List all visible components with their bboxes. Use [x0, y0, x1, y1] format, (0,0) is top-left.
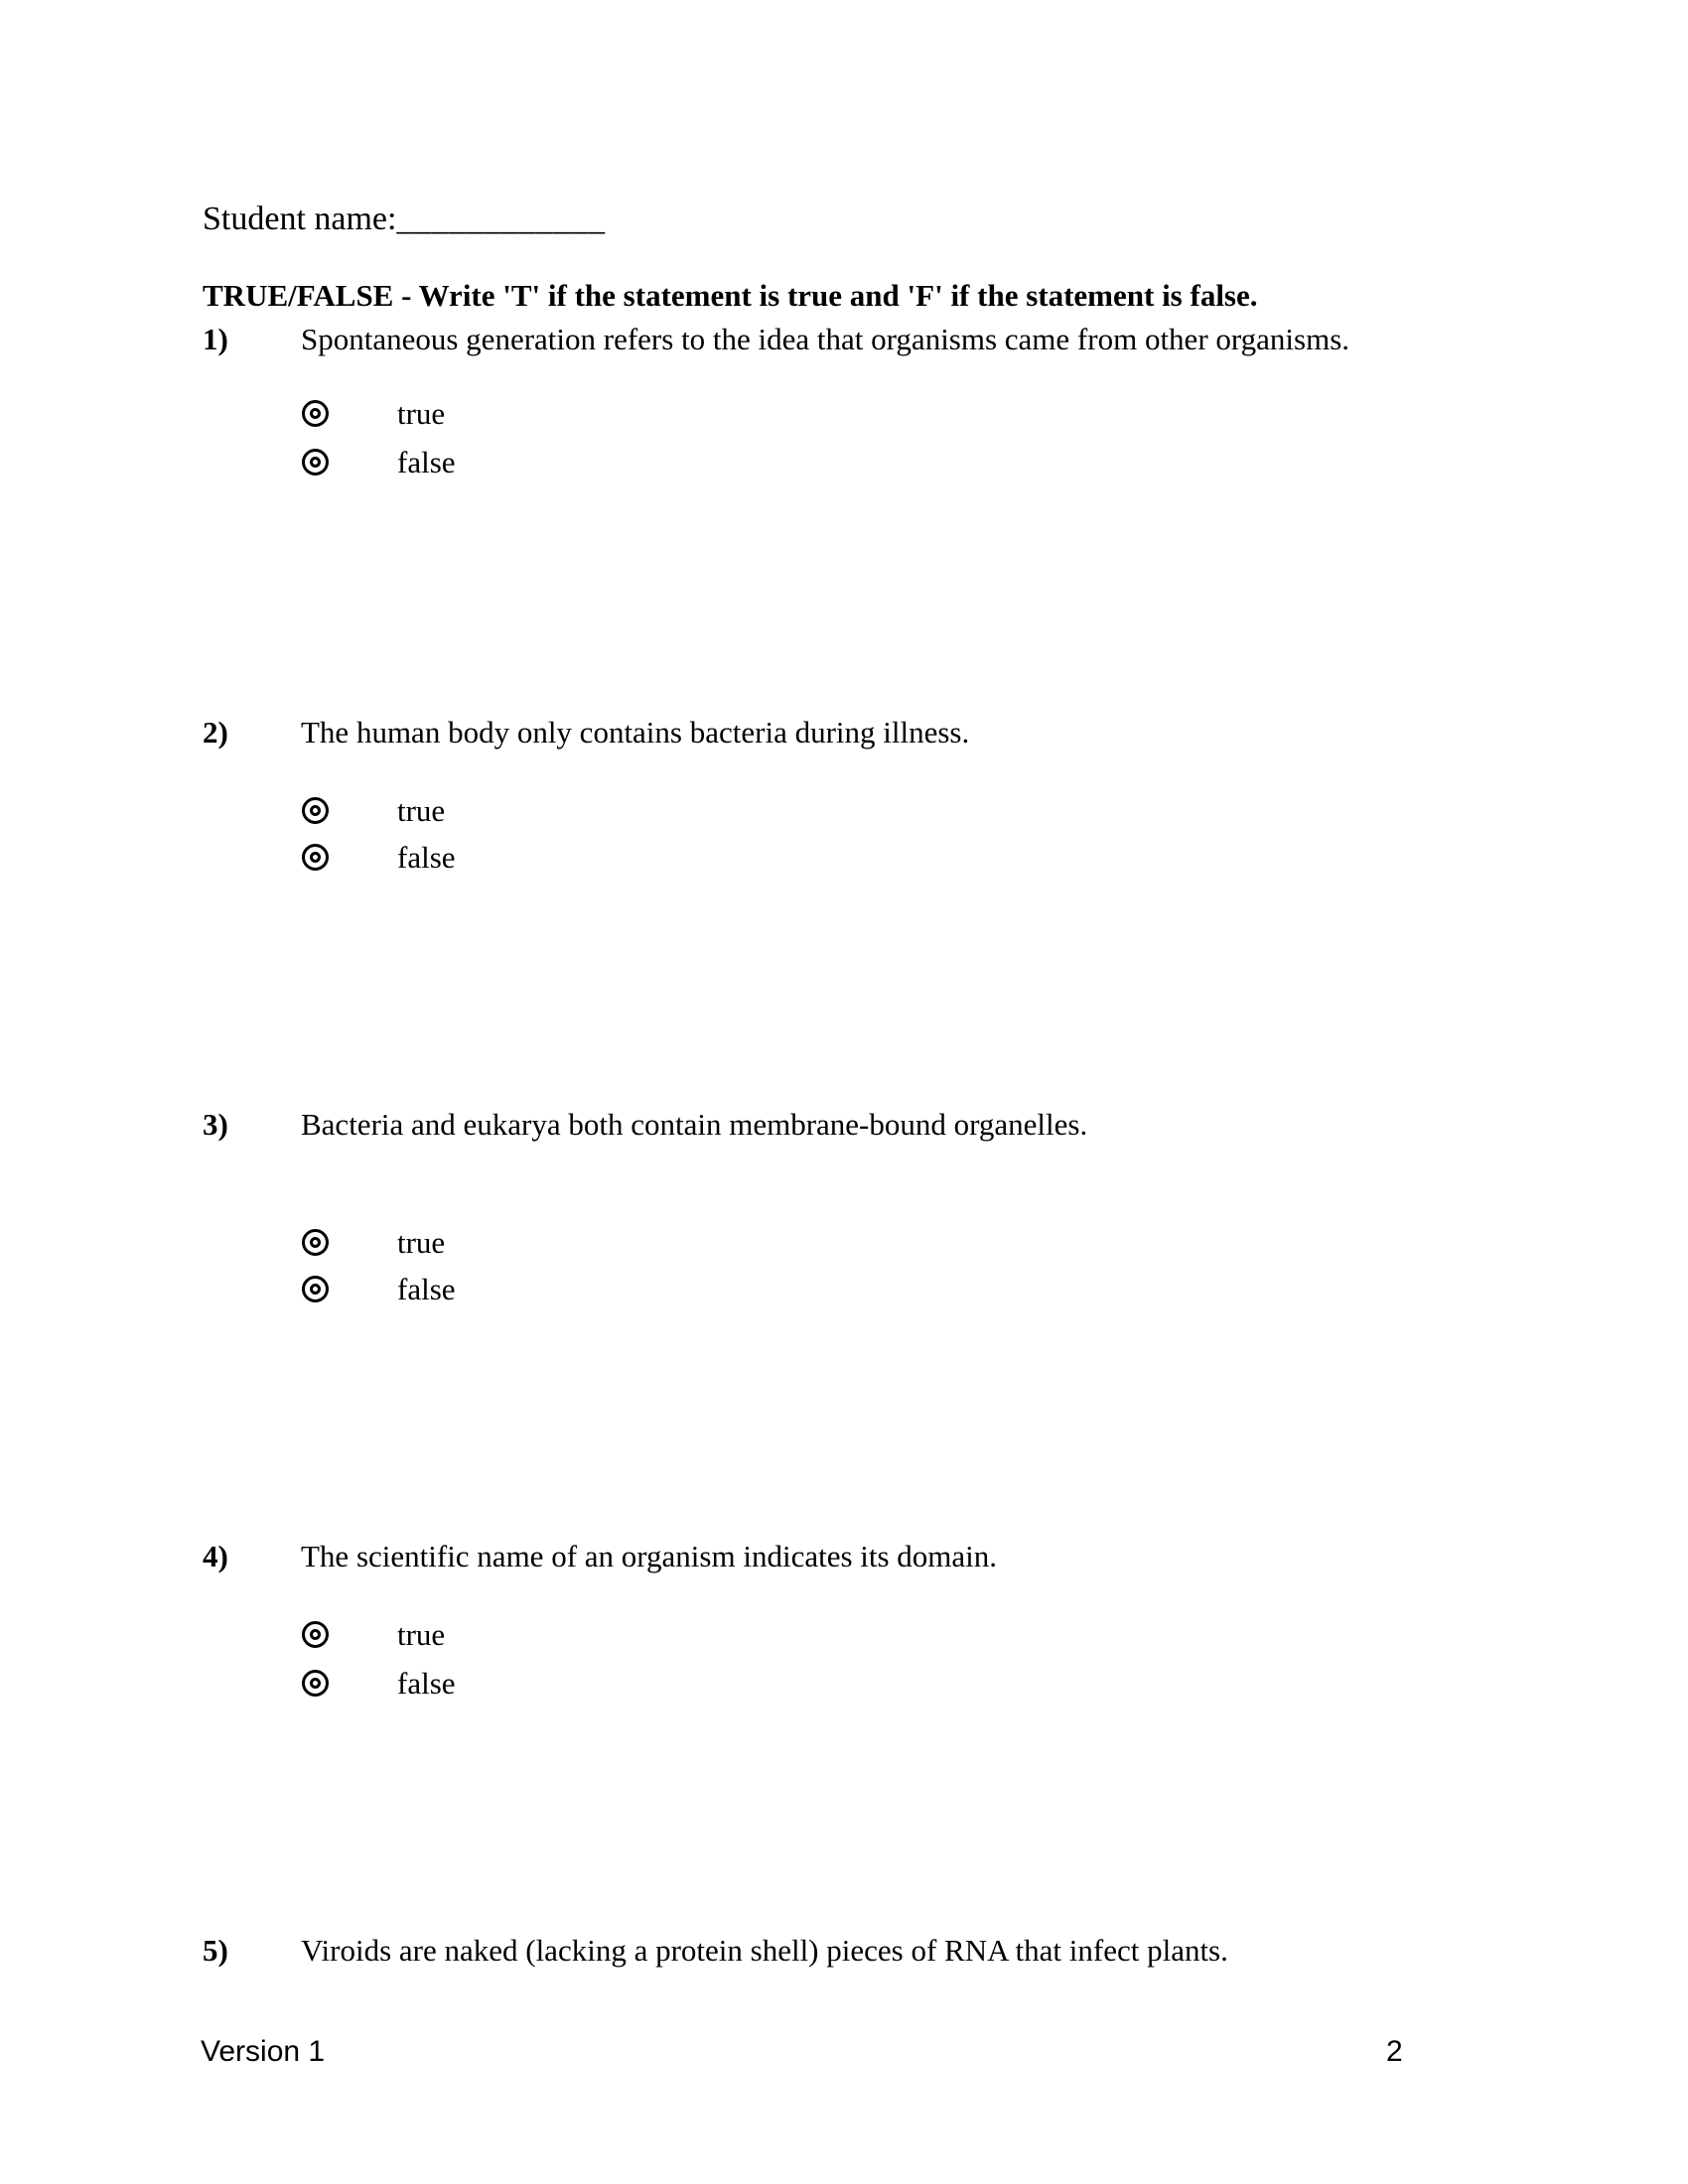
radio-button-icon[interactable]	[302, 1670, 329, 1697]
option-label: true	[397, 1224, 446, 1260]
question-text: Spontaneous generation refers to the idea that organisms came from other organisms.	[301, 322, 1350, 356]
radio-inner-dot	[310, 1284, 321, 1295]
question-text: Bacteria and eukarya both contain membrane-bound organelles.	[301, 1107, 1088, 1142]
question-1	[203, 324, 1349, 354]
radio-inner-dot	[310, 805, 321, 816]
radio-button-icon[interactable]	[302, 844, 329, 871]
student-name-label: Student name:	[203, 201, 397, 237]
option-label: false	[397, 1271, 456, 1306]
question-number: 4)	[203, 1539, 228, 1573]
section-heading: TRUE/FALSE - Write 'T' if the statement is true and 'F' if the statement is false.	[203, 278, 1258, 313]
footer-version-label: Version 1	[201, 2035, 326, 2068]
question-4	[203, 1541, 997, 1571]
radio-button-icon[interactable]	[302, 449, 329, 476]
radio-inner-dot	[310, 1629, 321, 1640]
question-3-option-true[interactable]	[302, 1225, 445, 1259]
question-number: 1)	[203, 322, 228, 356]
question-2	[203, 717, 969, 748]
option-label: false	[397, 444, 456, 479]
radio-inner-dot	[310, 1237, 321, 1248]
option-label: true	[397, 395, 446, 431]
question-3-option-false[interactable]	[302, 1272, 456, 1305]
question-text: Viroids are naked (lacking a protein shell) pieces of RNA that infect plants.	[301, 1933, 1228, 1968]
question-4-option-false[interactable]	[302, 1666, 456, 1700]
question-number: 3)	[203, 1107, 228, 1142]
question-3	[203, 1109, 1087, 1140]
question-5	[203, 1935, 1228, 1966]
question-text: The human body only contains bacteria during illness.	[301, 715, 970, 750]
question-1-option-true[interactable]	[302, 396, 445, 430]
question-4-option-true[interactable]	[302, 1617, 445, 1651]
option-label: true	[397, 1616, 446, 1652]
question-number: 2)	[203, 715, 228, 750]
student-name-blank[interactable]: ____________	[396, 201, 606, 237]
radio-inner-dot	[310, 852, 321, 863]
question-number: 5)	[203, 1933, 228, 1968]
option-label: false	[397, 839, 456, 875]
radio-button-icon[interactable]	[302, 400, 329, 427]
question-1-option-false[interactable]	[302, 445, 456, 478]
radio-button-icon[interactable]	[302, 797, 329, 824]
radio-button-icon[interactable]	[302, 1276, 329, 1302]
footer-page-number: 2	[1386, 2035, 1403, 2068]
radio-button-icon[interactable]	[302, 1229, 329, 1256]
option-label: false	[397, 1665, 456, 1701]
radio-inner-dot	[310, 1678, 321, 1689]
question-2-option-true[interactable]	[302, 793, 445, 827]
radio-inner-dot	[310, 457, 321, 468]
question-2-option-false[interactable]	[302, 840, 456, 874]
radio-button-icon[interactable]	[302, 1621, 329, 1648]
option-label: true	[397, 792, 446, 828]
radio-inner-dot	[310, 408, 321, 419]
student-name-line	[203, 203, 605, 236]
question-text: The scientific name of an organism indicates its domain.	[301, 1539, 998, 1573]
